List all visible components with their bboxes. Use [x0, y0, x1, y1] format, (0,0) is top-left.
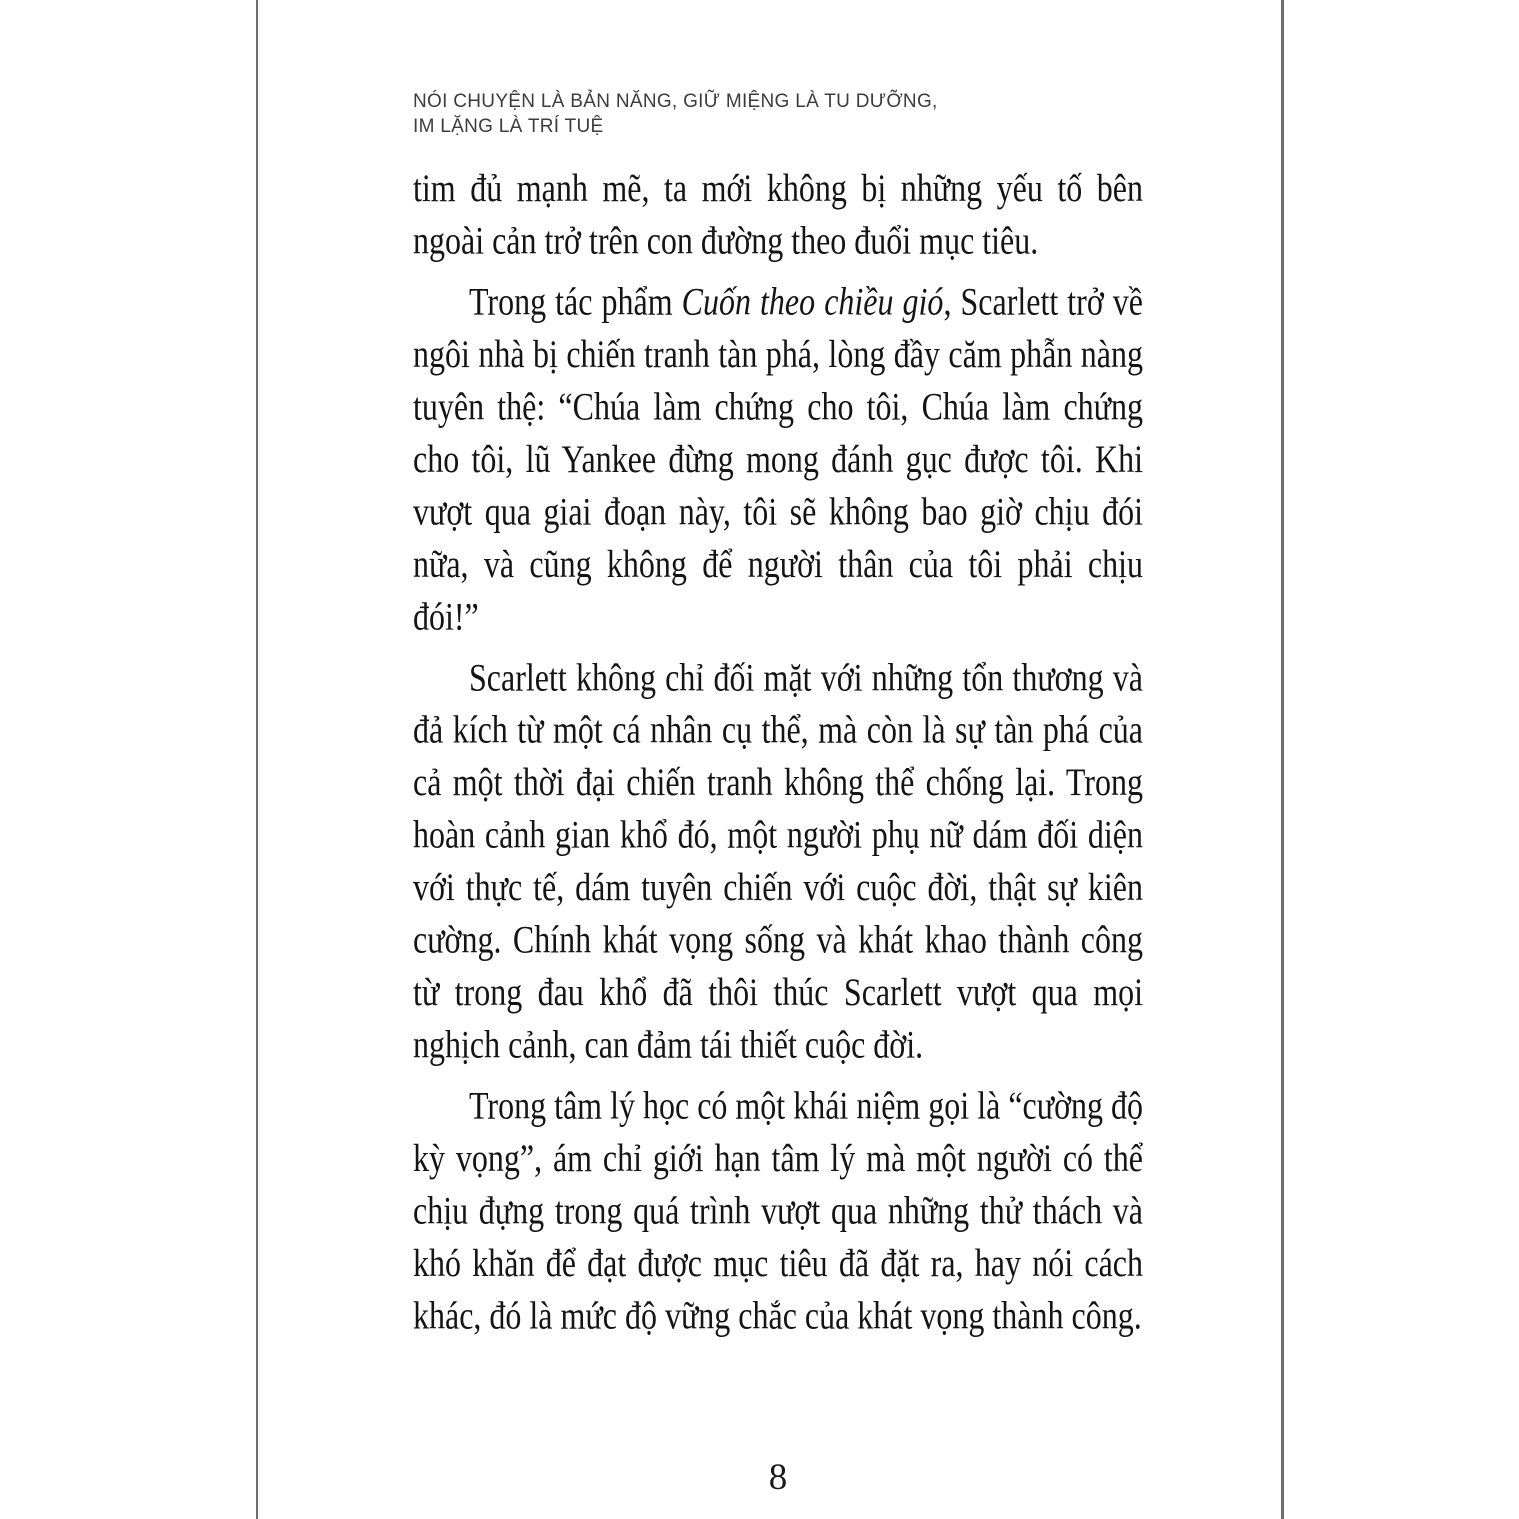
- paragraph-2: [413, 275, 1143, 642]
- book-title-italic: Cuốn theo chiều gió: [681, 279, 944, 324]
- right-page-edge-line: [1281, 0, 1284, 1519]
- paragraph-2-text-after-title: , Scarlett trở về ngôi nhà bị chiến tranh tàn phá, lòng đầy căm phẫn nàng tuyên thệ: “Chúa làm chứng cho tôi, Chúa làm chứng cho tôi, lũ Yankee đừng mong đánh gục được tôi. Khi vượt qua giai đoạn này, tôi sẽ không bao giờ chịu đói nữa, và cũng không để người thân của tôi phải chịu đói!”: [413, 279, 1144, 638]
- running-header-line2: IM LẶNG LÀ TRÍ TUỆ: [413, 116, 604, 137]
- paragraph-3: [413, 651, 1143, 1071]
- body-text: [413, 162, 1143, 1342]
- running-header-line1: NÓI CHUYỆN LÀ BẢN NĂNG, GIỮ MIỆNG LÀ TU DƯỠNG,: [413, 91, 938, 112]
- paragraph-3-text: Scarlett không chỉ đối mặt với những tổn thương và đả kích từ một cá nhân cụ thể, mà còn là sự tàn phá của cả một thời đại chiến tranh không thể chống lại. Trong hoàn cảnh gian khổ đó, một người phụ nữ dám đối diện với thực tế, dám tuyên chiến với cuộc đời, thật sự kiên cường. Chính khát vọng sống và khát khao thành công từ trong đau khổ đã thôi thúc Scarlett vượt qua mọi nghịch cảnh, can đảm tái thiết cuộc đời.: [413, 654, 1143, 1067]
- paragraph-1: [413, 162, 1143, 267]
- page-number: 8: [768, 1457, 788, 1498]
- page-content: [413, 89, 1144, 1337]
- running-header: [413, 89, 1143, 139]
- left-page-edge-line: [256, 0, 258, 1519]
- paragraph-4: [413, 1079, 1143, 1341]
- paragraph-1-text: tim đủ mạnh mẽ, ta mới không bị những yếu tố bên ngoài cản trở trên con đường theo đuổi mục tiêu.: [413, 165, 1143, 263]
- paragraph-4-text: Trong tâm lý học có một khái niệm gọi là “cường độ kỳ vọng”, ám chỉ giới hạn tâm lý mà một người có thể chịu đựng trong quá trình vượt qua những thử thách và khó khăn để đạt được mục tiêu đã đặt ra, hay nói cách khác, đó là mức độ vững chắc của khát vọng thành công.: [413, 1083, 1143, 1337]
- paragraph-2-text-before-title: Trong tác phẩm: [469, 279, 682, 324]
